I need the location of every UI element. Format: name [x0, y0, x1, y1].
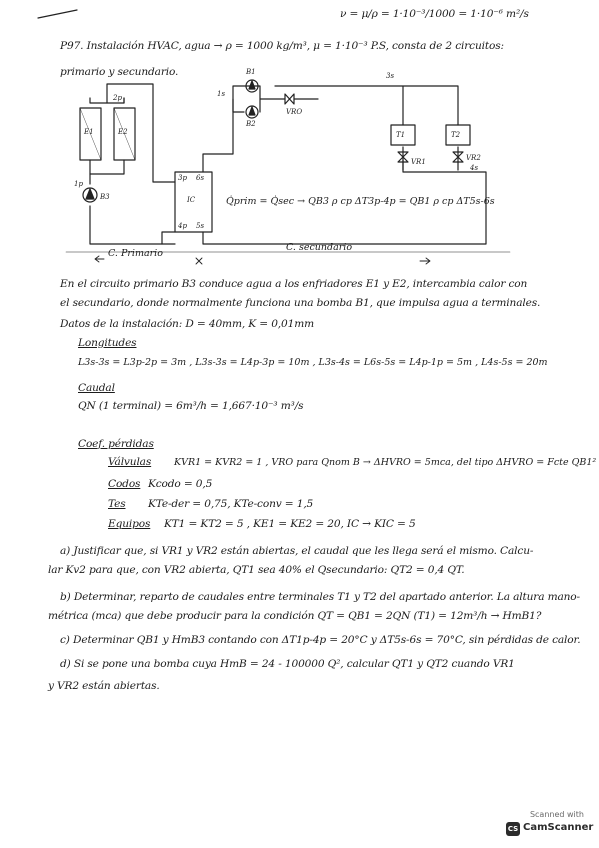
valvulas-values: KVR1 = KVR2 = 1 , VRO para Qnom B → ΔHVRO = 5mca, del tipo ΔHVRO = Fcte QB1²	[174, 457, 597, 468]
question-b-line-2: métrica (mca) que debe producir para la condición QT = QB1 = 2QN (T1) = 12m³/h → HmB1?	[48, 610, 542, 622]
label-b1: B1	[246, 68, 256, 76]
equipos-value: KT1 = KT2 = 5 , KE1 = KE2 = 20, IC → KIC = 5	[164, 518, 416, 530]
node-6s: 6s	[196, 174, 205, 182]
label-b2: B2	[246, 120, 256, 128]
node-1p: 1p	[74, 180, 83, 188]
coef-heading: Coef. pérdidas	[78, 438, 154, 450]
node-3s: 3s	[386, 72, 395, 80]
camscanner-logo-icon: CS	[506, 822, 520, 836]
caudal-value: QN (1 terminal) = 6m³/h = 1,667·10⁻³ m³/s	[78, 400, 304, 412]
node-2p: 2p	[113, 94, 122, 102]
longitudes-heading: Longitudes	[78, 337, 137, 349]
label-e2: E2	[118, 128, 128, 136]
valve-vro	[285, 94, 294, 104]
label-c-primario: C. Primario	[108, 248, 163, 259]
codos-label: Codos	[108, 478, 141, 490]
node-4p: 4p	[178, 222, 187, 230]
label-vr2: VR2	[466, 154, 481, 162]
label-ic: IC	[187, 196, 196, 204]
label-t2: T2	[451, 131, 461, 139]
label-t1: T1	[396, 131, 406, 139]
question-d-line-2: y VR2 están abiertas.	[48, 680, 160, 692]
secondary-pipe-top	[233, 86, 318, 112]
arrow-secundario	[420, 258, 430, 264]
tes-value: KTe-der = 0,75, KTe-conv = 1,5	[148, 498, 314, 510]
tes-label: Tes	[108, 498, 126, 510]
question-b-line-1: b) Determinar, reparto de caudales entre terminales T1 y T2 del apartado anterior. La altura mano-	[60, 591, 580, 603]
text-line-p2: el secundario, donde normalmente funciona una bomba B1, que impulsa agua a terminales.	[60, 297, 541, 309]
label-e1: E1	[84, 128, 94, 136]
camscanner-name: CamScanner	[523, 822, 594, 833]
label-c-secundario: C. secundario	[286, 242, 353, 253]
longitudes-values: L3s-3s = L3p-2p = 3m , L3s-3s = L4p-3p = 10m , L3s-4s = L6s-5s = L4p-1p = 5m , L4s-5s = 20m	[78, 357, 548, 368]
equipos-label: Equipos	[108, 518, 151, 530]
secondary-pipe-left	[203, 99, 233, 172]
label-vro: VRO	[286, 108, 303, 116]
node-3p: 3p	[178, 174, 187, 182]
pen-stroke	[38, 10, 77, 18]
question-a-line-2: lar Kv2 para que, con VR2 abierta, QT1 sea 40% el Qsecundario: QT2 = 0,4 QT.	[48, 564, 465, 576]
data-heading: Datos de la instalación: D = 40mm, K = 0,01mm	[60, 318, 314, 330]
primary-pipe-right	[90, 160, 124, 174]
caudal-heading: Caudal	[78, 382, 115, 394]
label-vr1: VR1	[411, 158, 426, 166]
viscosity-formula: ν = μ/ρ = 1·10⁻³/1000 = 1·10⁻⁶ m²/s	[340, 8, 529, 20]
energy-equation: Q̇prim = Q̇sec → QB3 ρ cp ΔT3p-4p = QB1 ρ cp ΔT5s-6s	[226, 196, 495, 207]
question-d-line-1: d) Si se pone una bomba cuya HmB = 24 - 100000 Q², calcular QT1 y QT2 cuando VR1	[60, 658, 515, 670]
arrow-primario	[95, 256, 104, 262]
question-a-line-1: a) Justificar que, si VR1 y VR2 están abiertas, el caudal que les llega será el mismo. Calcu-	[60, 545, 534, 557]
node-1s: 1s	[217, 90, 226, 98]
primary-return	[162, 232, 175, 244]
label-b3: B3	[100, 193, 110, 201]
node-4s: 4s	[470, 164, 479, 172]
scanned-with-label: Scanned with	[529, 810, 584, 819]
node-5s: 5s	[196, 222, 205, 230]
valvulas-label: Válvulas	[108, 456, 152, 468]
text-line-p1: En el circuito primario B3 conduce agua a los enfriadores E1 y E2, intercambia calor con	[60, 278, 528, 290]
question-c: c) Determinar QB1 y HmB3 contando con ΔT1p-4p = 20°C y ΔT5s-6s = 70°C, sin pérdidas de calor.	[60, 634, 581, 646]
codos-value: Kcodo = 0,5	[148, 478, 213, 490]
problem-line-1: P97. Instalación HVAC, agua → ρ = 1000 kg/m³, μ = 1·10⁻³ P.S, consta de 2 circuitos:	[60, 40, 504, 52]
camscanner-watermark	[504, 810, 594, 840]
problem-line-2: primario y secundario.	[60, 66, 179, 78]
